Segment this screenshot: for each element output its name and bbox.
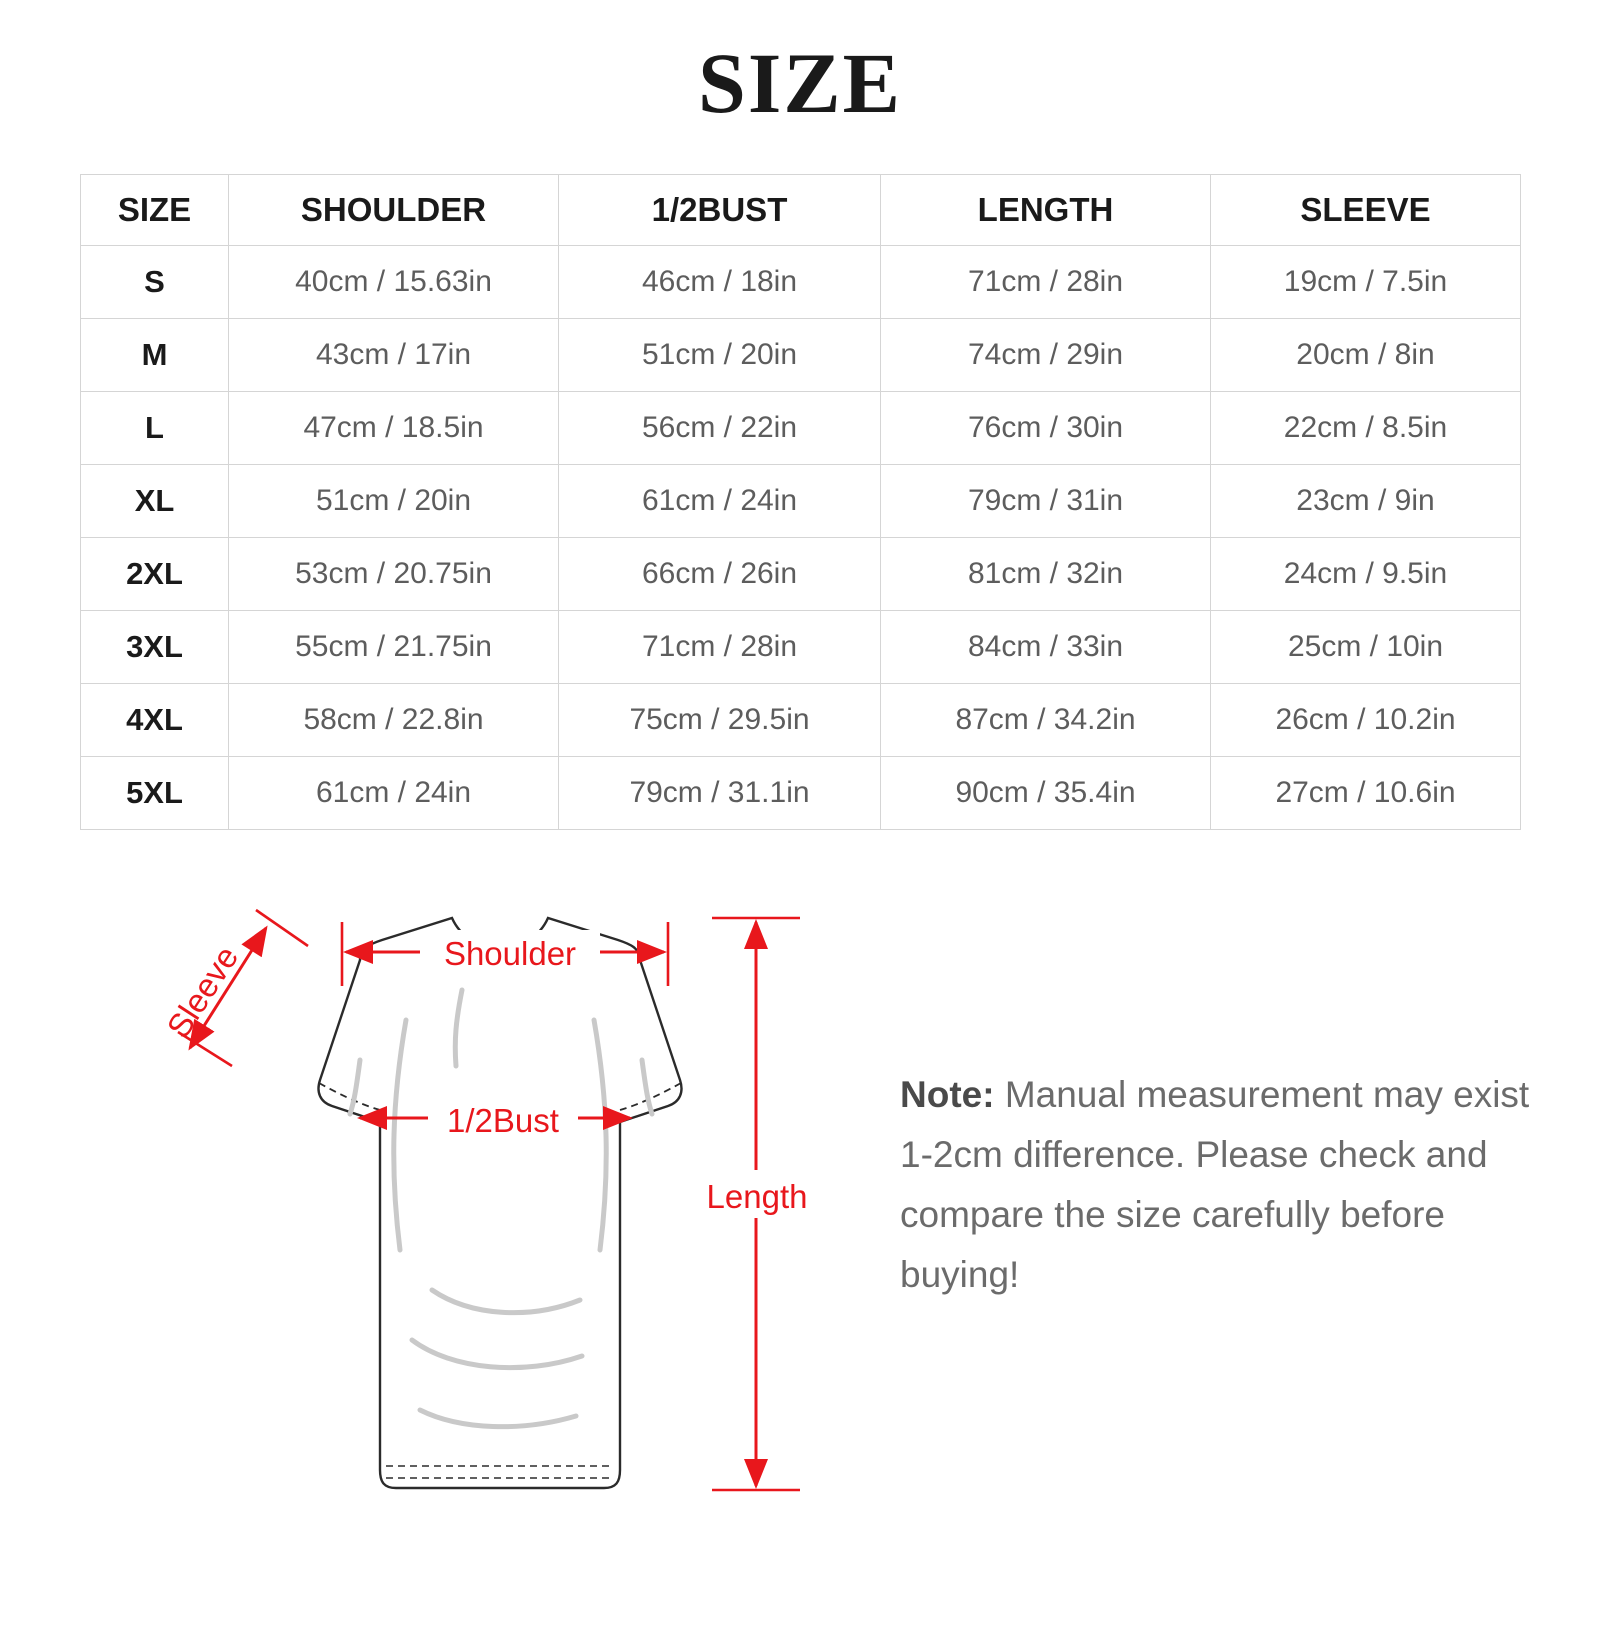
shoulder-label: Shoulder [443, 935, 577, 972]
sleeve-dimension [159, 910, 308, 1066]
cell-length: 71cm / 28in [881, 246, 1211, 319]
table-row [81, 538, 1521, 611]
cell-shoulder: 47cm / 18.5in [229, 392, 559, 465]
measurement-note [900, 1065, 1550, 1305]
note-prefix: Note: [900, 1074, 995, 1115]
size-chart-table [80, 174, 1521, 830]
cell-shoulder: 51cm / 20in [229, 465, 559, 538]
cell-shoulder: 55cm / 21.75in [229, 611, 559, 684]
cell-shoulder: 58cm / 22.8in [229, 684, 559, 757]
column-header-sleeve: SLEEVE [1211, 175, 1521, 246]
length-label: Length [706, 1178, 808, 1215]
cell-size: 3XL [81, 611, 229, 684]
sleeve-label: Sleeve [159, 939, 246, 1045]
column-header-length: LENGTH [881, 175, 1211, 246]
cell-size: 5XL [81, 757, 229, 830]
cell-shoulder: 43cm / 17in [229, 319, 559, 392]
cell-length: 90cm / 35.4in [881, 757, 1211, 830]
cell-shoulder: 61cm / 24in [229, 757, 559, 830]
cell-size: 4XL [81, 684, 229, 757]
cell-length: 81cm / 32in [881, 538, 1211, 611]
cell-length: 76cm / 30in [881, 392, 1211, 465]
length-dimension [696, 918, 818, 1490]
size-table-container [80, 174, 1520, 830]
half-bust-label: 1/2Bust [447, 1102, 559, 1139]
table-row [81, 465, 1521, 538]
table-row [81, 246, 1521, 319]
cell-sleeve: 19cm / 7.5in [1211, 246, 1521, 319]
cell-bust: 71cm / 28in [559, 611, 881, 684]
cell-length: 84cm / 33in [881, 611, 1211, 684]
cell-sleeve: 20cm / 8in [1211, 319, 1521, 392]
cell-size: XL [81, 465, 229, 538]
column-header-shoulder: SHOULDER [229, 175, 559, 246]
column-header-bust: 1/2BUST [559, 175, 881, 246]
cell-bust: 61cm / 24in [559, 465, 881, 538]
cell-size: 2XL [81, 538, 229, 611]
note-text: Manual measurement may exist 1-2cm difference. Please check and compare the size carefully before buying! [900, 1074, 1530, 1295]
measurement-illustration-area [0, 870, 1600, 1570]
table-header-row [81, 175, 1521, 246]
tshirt-diagram [60, 870, 920, 1570]
cell-size: M [81, 319, 229, 392]
cell-length: 74cm / 29in [881, 319, 1211, 392]
cell-bust: 46cm / 18in [559, 246, 881, 319]
cell-sleeve: 22cm / 8.5in [1211, 392, 1521, 465]
page-title: SIZE [697, 35, 903, 131]
cell-bust: 75cm / 29.5in [559, 684, 881, 757]
cell-sleeve: 24cm / 9.5in [1211, 538, 1521, 611]
cell-bust: 79cm / 31.1in [559, 757, 881, 830]
table-row [81, 611, 1521, 684]
cell-size: L [81, 392, 229, 465]
cell-shoulder: 40cm / 15.63in [229, 246, 559, 319]
cell-sleeve: 26cm / 10.2in [1211, 684, 1521, 757]
cell-sleeve: 25cm / 10in [1211, 611, 1521, 684]
cell-length: 87cm / 34.2in [881, 684, 1211, 757]
cell-sleeve: 23cm / 9in [1211, 465, 1521, 538]
table-row [81, 392, 1521, 465]
table-row [81, 757, 1521, 830]
cell-sleeve: 27cm / 10.6in [1211, 757, 1521, 830]
cell-bust: 66cm / 26in [559, 538, 881, 611]
cell-length: 79cm / 31in [881, 465, 1211, 538]
cell-size: S [81, 246, 229, 319]
cell-bust: 56cm / 22in [559, 392, 881, 465]
table-row [81, 319, 1521, 392]
table-row [81, 684, 1521, 757]
tshirt-outline [319, 918, 682, 1488]
cell-shoulder: 53cm / 20.75in [229, 538, 559, 611]
column-header-size: SIZE [81, 175, 229, 246]
cell-bust: 51cm / 20in [559, 319, 881, 392]
